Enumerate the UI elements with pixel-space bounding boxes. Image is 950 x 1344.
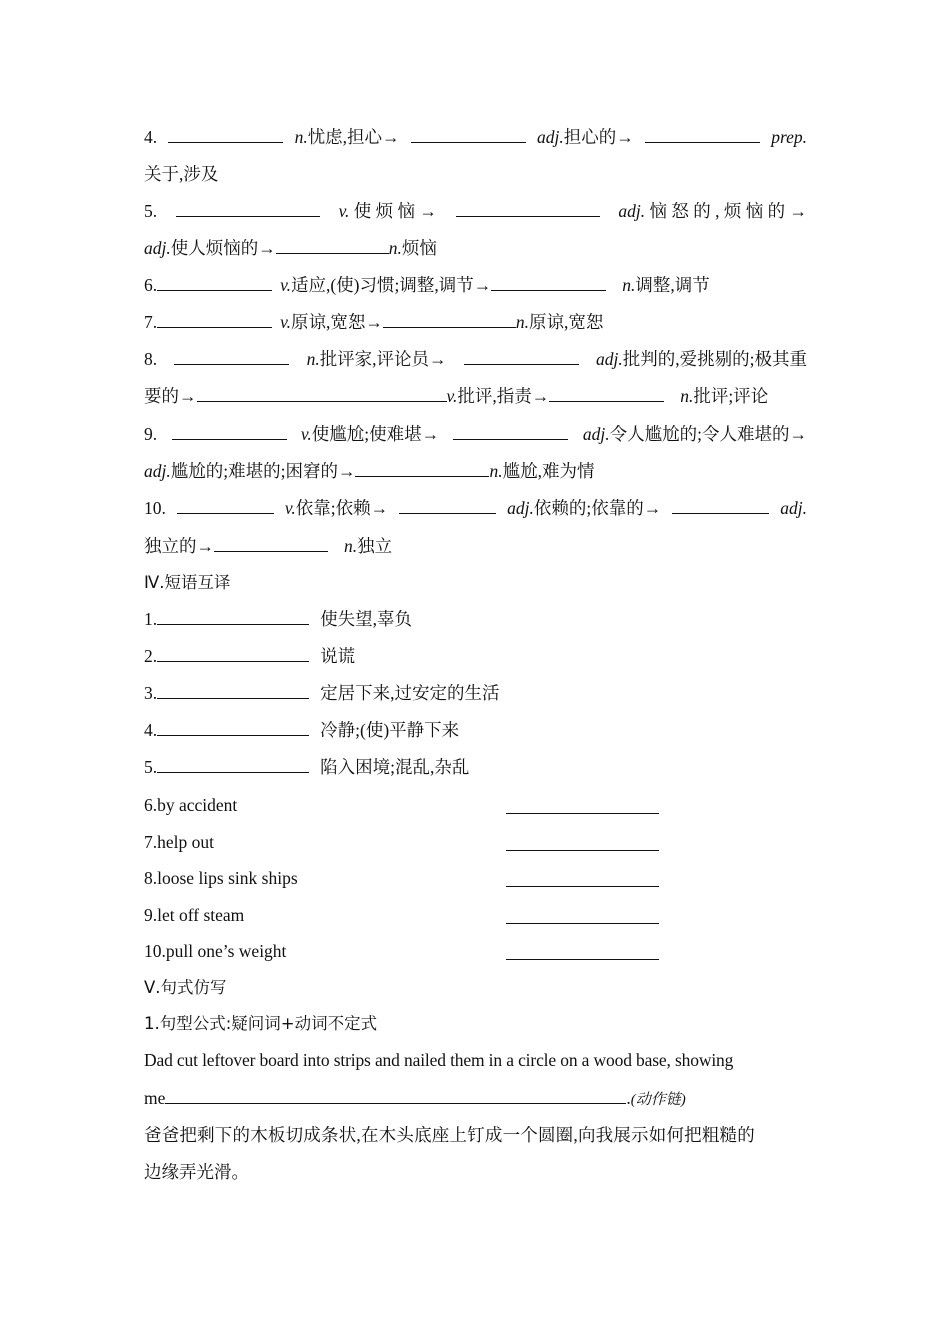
phrase-cn-item-2: 2. 说谎	[144, 643, 807, 669]
vocab-item-7: 7. v. 原谅,宽恕→ n. 原谅,宽恕	[144, 309, 807, 335]
section-5-title: Ⅴ.句式仿写	[144, 978, 227, 997]
vocab-item-8-line2: 要的→ v. 批评,指责→ n. 批评;评论	[144, 383, 807, 409]
answer-blank[interactable]	[506, 885, 659, 887]
answer-blank[interactable]	[506, 922, 659, 924]
answer-blank[interactable]	[456, 198, 600, 217]
answer-blank[interactable]	[157, 643, 309, 662]
vocab-item-9-line1: 9. v.使尴尬;使难堪→ adj.令人尴尬的;令人难堪的→	[144, 421, 807, 447]
answer-blank[interactable]	[168, 124, 283, 143]
answer-blank[interactable]	[549, 383, 664, 402]
answer-blank[interactable]	[157, 754, 309, 773]
section-4-title: Ⅳ.短语互译	[144, 573, 231, 592]
answer-blank[interactable]	[672, 495, 769, 514]
vocab-item-6: 6. v. 适应,(使)习惯;调整,调节→ n. 调整,调节	[144, 272, 807, 298]
vocab-item-5-line1: 5. v. 使 烦 恼 → adj. 恼 怒 的 , 烦 恼 的 →	[144, 198, 807, 224]
vocab-item-4-line1: 4. n.忧虑,担心→ adj.担心的→ prep.	[144, 124, 807, 150]
vocab-item-4-line2: 关于,涉及	[144, 164, 219, 184]
phrase-en-item-10: 10.pull one’s weight	[144, 938, 807, 964]
sentence-english-line1: Dad cut leftover board into strips and nailed them in a circle on a wood base, showing	[144, 1050, 734, 1070]
answer-blank[interactable]	[491, 272, 606, 291]
vocab-item-5-line2: adj. 使人烦恼的→ n. 烦恼	[144, 235, 807, 261]
answer-blank[interactable]	[157, 272, 272, 291]
phrase-en-item-7: 7.help out	[144, 829, 807, 855]
answer-blank[interactable]	[172, 421, 287, 440]
answer-blank[interactable]	[165, 1085, 626, 1104]
answer-blank[interactable]	[276, 235, 389, 254]
answer-blank[interactable]	[157, 680, 309, 699]
vocab-item-8-line1: 8. n.批评家,评论员→ adj.批判的,爱挑剔的;极其重	[144, 346, 807, 372]
answer-blank[interactable]	[197, 383, 447, 402]
answer-blank[interactable]	[355, 458, 489, 477]
phrase-cn-item-4: 4. 冷静;(使)平静下来	[144, 717, 807, 743]
phrase-cn-item-3: 3. 定居下来,过安定的生活	[144, 680, 807, 706]
answer-blank[interactable]	[506, 812, 659, 814]
phrase-cn-item-5: 5. 陷入困境;混乱,杂乱	[144, 754, 807, 780]
answer-blank[interactable]	[506, 849, 659, 851]
answer-blank[interactable]	[453, 421, 568, 440]
vocab-item-10-line1: 10. v.依靠;依赖→ adj.依赖的;依靠的→ adj.	[144, 495, 807, 521]
answer-blank[interactable]	[383, 309, 516, 328]
phrase-en-item-8: 8.loose lips sink ships	[144, 865, 807, 891]
vocab-item-10-line2: 独立的→ n. 独立	[144, 533, 807, 559]
phrase-en-item-6: 6.by accident	[144, 792, 807, 818]
sentence-english-line2: me . (动作链)	[144, 1085, 807, 1111]
section-5-subtitle: 1.句型公式:疑问词+动词不定式	[144, 1014, 378, 1033]
answer-blank[interactable]	[157, 606, 309, 625]
sentence-chinese-line1: 爸爸把剩下的木板切成条状,在木头底座上钉成一个圆圈,向我展示如何把粗糙的	[144, 1125, 755, 1145]
answer-blank[interactable]	[157, 309, 272, 328]
answer-blank[interactable]	[464, 346, 579, 365]
sentence-chinese-line2: 边缘弄光滑。	[144, 1162, 249, 1182]
answer-blank[interactable]	[214, 533, 328, 552]
vocab-item-9-line2: adj. 尴尬的;难堪的;困窘的→ n. 尴尬,难为情	[144, 458, 807, 484]
answer-blank[interactable]	[506, 958, 659, 960]
phrase-en-item-9: 9.let off steam	[144, 902, 807, 928]
answer-blank[interactable]	[645, 124, 760, 143]
answer-blank[interactable]	[157, 717, 309, 736]
answer-blank[interactable]	[174, 346, 289, 365]
answer-blank[interactable]	[399, 495, 496, 514]
answer-blank[interactable]	[177, 495, 274, 514]
answer-blank[interactable]	[411, 124, 526, 143]
phrase-cn-item-1: 1. 使失望,辜负	[144, 606, 807, 632]
answer-blank[interactable]	[176, 198, 320, 217]
